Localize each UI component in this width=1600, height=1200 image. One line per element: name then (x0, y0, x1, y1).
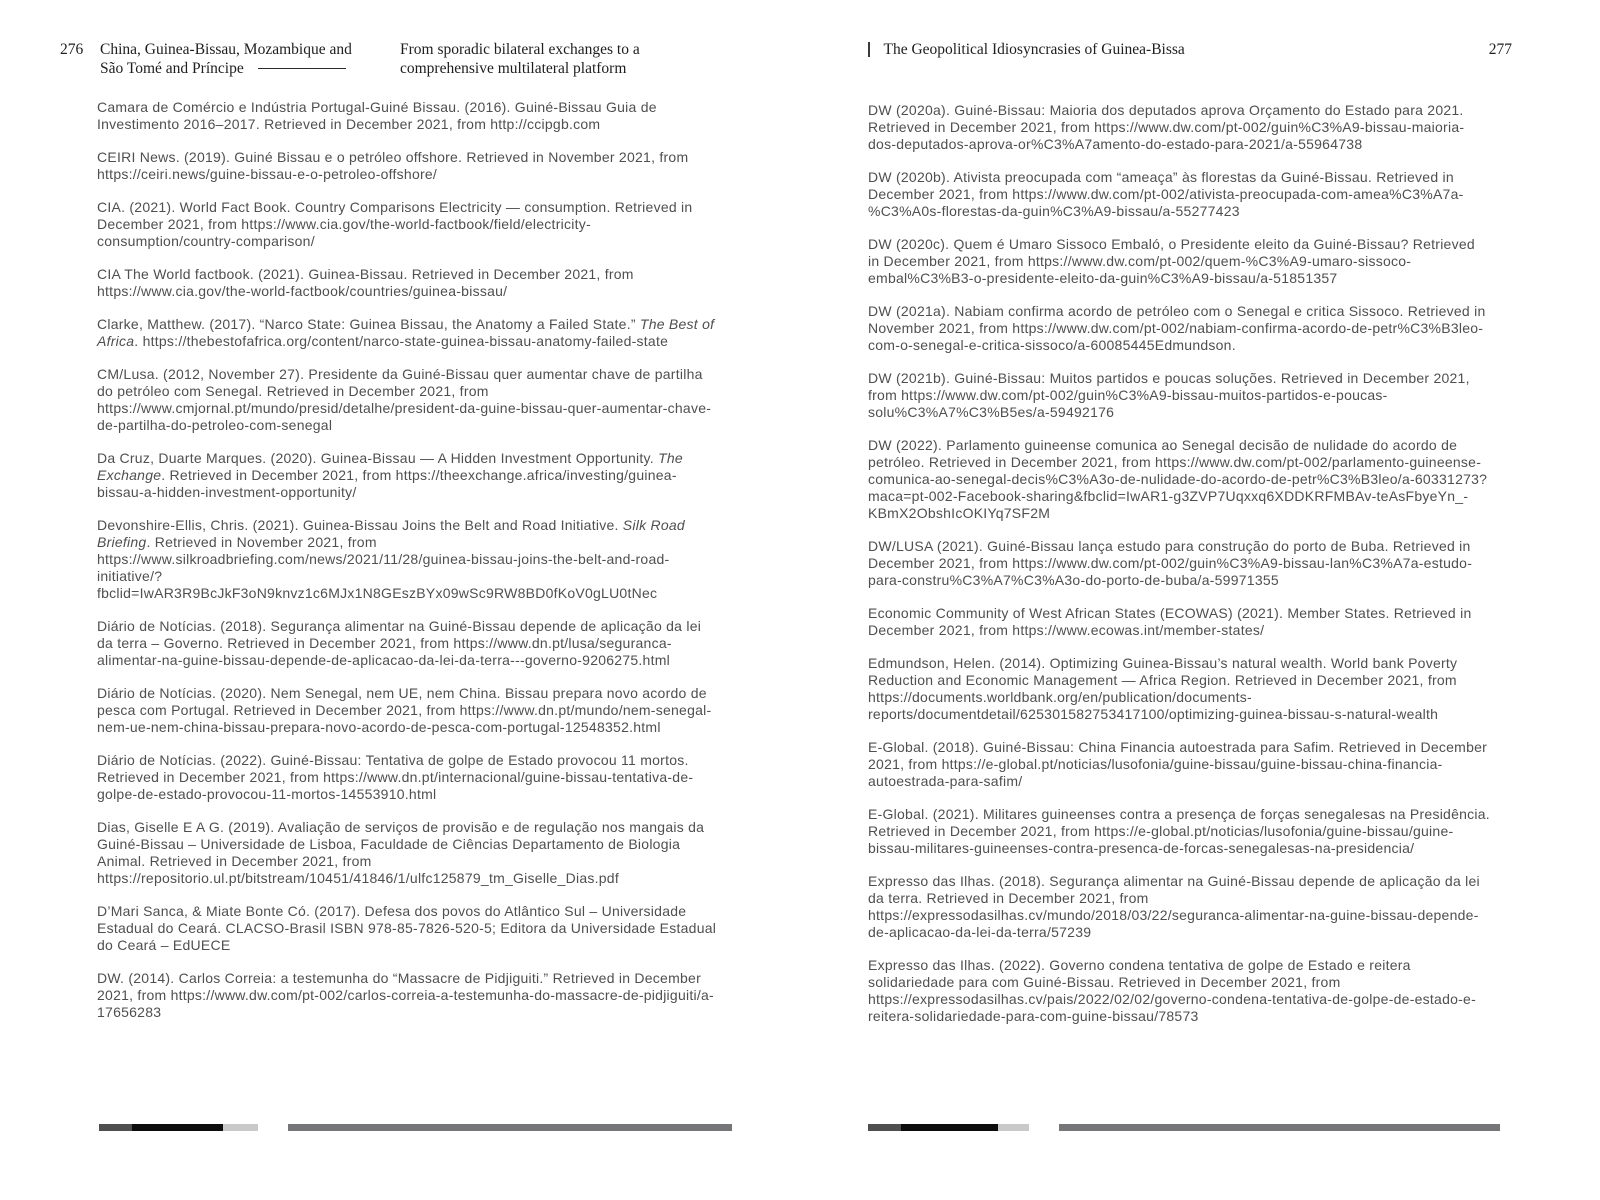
header-rule (258, 68, 346, 69)
footer-mark-dark-left (99, 1124, 132, 1131)
reference-entry (868, 236, 1490, 287)
reference-entry (97, 618, 719, 669)
reference-text: E-Global. (2021). Militares guineenses contra a presença de forças senegalesas na Presidência. Retrieved in December 2021, from https://e-global.pt/noticias/lusofonia/guine-bissau/guine-bissau-militares-guineenses-contra-presenca-de-forcas-senegalesas-na-presidencia/ (868, 806, 1490, 856)
reference-text: . https://thebestofafrica.org/content/narco-state-guinea-bissau-anatomy-failed-state (134, 333, 669, 349)
reference-text: Devonshire-Ellis, Chris. (2021). Guinea-Bissau Joins the Belt and Road Initiative. (97, 517, 623, 533)
reference-text: DW (2020c). Quem é Umaro Sissoco Embaló, o Presidente eleito da Guiné-Bissau? Retrieved in December 2021, from https://www.dw.com/pt-002/quem-%C3%A9-umaro-sissoco-embal%C3%B3-o-presidente-eleito-da-guin%C3%A9-bissau/a-51851357 (868, 236, 1475, 286)
chapter-title-line2: comprehensive multilateral platform (400, 60, 627, 77)
reference-entry (97, 819, 719, 887)
left-page-number: 276 (60, 41, 84, 58)
reference-text: Camara de Comércio e Indústria Portugal-Guiné Bissau. (2016). Guiné-Bissau Guia de Investimento 2016–2017. Retrieved in December 2021, from http://ccipgb.com (97, 99, 657, 132)
reference-text: Expresso das Ilhas. (2022). Governo condena tentativa de golpe de Estado e reitera solidariedade para com Guiné-Bissau. Retrieved in December 2021, from https://expressodasilhas.cv/pais/2022/02/02/governo-condena-tentativa-de-golpe-de-estado-e-reitera-solidariedade-para-com-guine-bissau/78573 (868, 957, 1477, 1024)
reference-entry (97, 685, 719, 736)
right-running-title (868, 40, 1185, 59)
left-running-title-line2: São Tomé and Príncipe (100, 60, 244, 77)
footer-mark-light-left (223, 1124, 258, 1131)
reference-text: DW (2021a). Nabiam confirma acordo de petróleo com o Senegal e critica Sissoco. Retrieved in November 2021, from https://www.dw.com/pt-002/nabiam-confirma-acordo-de-petr%C3%B3leo-com-o-senegal-e-critica-sissoco/a-60085445Edmundson. (868, 303, 1486, 353)
footer-mark-light-right (998, 1124, 1029, 1131)
chapter-title (400, 40, 640, 78)
reference-entry (97, 266, 719, 300)
reference-text: E-Global. (2018). Guiné-Bissau: China Financia autoestrada para Safim. Retrieved in December 2021, from https://e-global.pt/noticias/lusofonia/guine-bissau/guine-bissau-china-financia-autoestrada-para-safim/ (868, 739, 1488, 789)
reference-text: Expresso das Ilhas. (2018). Segurança alimentar na Guiné-Bissau depende de aplicação da lei da terra. Retrieved in December 2021, from https://expressodasilhas.cv/mundo/2018/03/22/seguranca-alimentar-na-guine-bissau-depende-de-aplicacao-da-lei-da-terra/57239 (868, 873, 1480, 940)
reference-text: . Retrieved in November 2021, from https://www.silkroadbriefing.com/news/2021/11/28/guinea-bissau-joins-the-belt-and-road-initiative/?fbclid=IwAR3R9BcJkF3oN9knvz1c6MJx1N8GEszBYx09wSc9RW8BD0fKoV0gLU0tNec (97, 534, 670, 601)
reference-text: . Retrieved in December 2021, from https://theexchange.africa/investing/guinea-bissau-a-hidden-investment-opportunity/ (97, 467, 677, 500)
right-running-title-text: The Geopolitical Idiosyncrasies of Guinea-Bissa (883, 41, 1185, 58)
reference-source-title: The Exchange (97, 450, 683, 483)
reference-text: DW (2022). Parlamento guineense comunica ao Senegal decisão de nulidade do acordo de petróleo. Retrieved in December 2021, from https://www.dw.com/pt-002/parlamento-guineense-comunica-ao-senegal-decis%C3%A3o-de-nulidade-do-acordo-de-petr%C3%B3leo/a-60331273?maca=pt-002-Facebook-sharing&fbclid=IwAR1-g3ZVP7Uqxxq6XDDKRFMBAv-teAsFbyeYn_-KBmX2ObshIcOKIYq7SF2M (868, 437, 1488, 521)
chapter-title-line1: From sporadic bilateral exchanges to a (400, 41, 640, 58)
reference-text: Diário de Notícias. (2018). Segurança alimentar na Guiné-Bissau depende de aplicação da lei da terra – Governo. Retrieved in December 2021, from https://www.dn.pt/lusa/seguranca-alimentar-na-guine-bissau-depende-de-aplicacao-da-lei-da-terra---governo-9206275.html (97, 618, 702, 668)
reference-source-title: The Best of Africa (97, 316, 715, 349)
reference-text: CM/Lusa. (2012, November 27). Presidente da Guiné-Bissau quer aumentar chave de partilha do petróleo com Senegal. Retrieved in December 2021, from https://www.cmjornal.pt/mundo/presid/detalhe/president-da-guine-bissau-quer-aumentar-chave-de-partilha-do-petroleo-com-senegal (97, 366, 712, 433)
footer-mark-black-right (901, 1124, 998, 1131)
reference-text: CEIRI News. (2019). Guiné Bissau e o petróleo offshore. Retrieved in November 2021, from https://ceiri.news/guine-bissau-e-o-petroleo-offshore/ (97, 149, 689, 182)
references-column-left (97, 99, 719, 1037)
reference-text: Economic Community of West African States (ECOWAS) (2021). Member States. Retrieved in December 2021, from https://www.ecowas.int/member-states/ (868, 605, 1472, 638)
reference-text: DW (2020a). Guiné-Bissau: Maioria dos deputados aprova Orçamento do Estado para 2021. Retrieved in December 2021, from https://www.dw.com/pt-002/guin%C3%A9-bissau-maioria-dos-deputados-aprova-or%C3%A7amento-do-estado-para-2021/a-55964738 (868, 102, 1465, 152)
reference-text: DW. (2014). Carlos Correia: a testemunha do “Massacre de Pidjiguiti.” Retrieved in December 2021, from https://www.dw.com/pt-002/carlos-correia-a-testemunha-do-massacre-de-pidjiguiti/a-17656283 (97, 970, 714, 1020)
reference-text: Diário de Notícias. (2020). Nem Senegal, nem UE, nem China. Bissau prepara novo acordo de pesca com Portugal. Retrieved in December 2021, from https://www.dn.pt/mundo/nem-senegal-nem-ue-nem-china-bissau-prepara-novo-acordo-de-pesca-com-portugal-12548352.html (97, 685, 712, 735)
reference-text: DW (2021b). Guiné-Bissau: Muitos partidos e poucas soluções. Retrieved in December 2021, from https://www.dw.com/pt-002/guin%C3%A9-bissau-muitos-partidos-e-poucas-solu%C3%A7%C3%B5es/a-59492176 (868, 370, 1470, 420)
reference-text: DW/LUSA (2021). Guiné-Bissau lança estudo para construção do porto de Buba. Retrieved in December 2021, from https://www.dw.com/pt-002/guin%C3%A9-bissau-lan%C3%A7a-estudo-para-constru%C3%A7%C3%A3o-do-porto-de-buba/a-59971355 (868, 538, 1473, 588)
reference-text: Clarke, Matthew. (2017). “Narco State: Guinea Bissau, the Anatomy a Failed State.” (97, 316, 640, 332)
reference-entry (97, 517, 719, 602)
reference-entry (97, 199, 719, 250)
reference-entry (97, 99, 719, 133)
reference-entry (868, 437, 1490, 522)
reference-entry (868, 739, 1490, 790)
reference-text: Diário de Notícias. (2022). Guiné-Bissau: Tentativa de golpe de Estado provocou 11 mortos. Retrieved in December 2021, from https://www.dn.pt/internacional/guine-bissau-tentativa-de-golpe-de-estado-provocou-11-mortos-14553910.html (97, 752, 694, 802)
right-page-number: 277 (1488, 41, 1512, 58)
reference-entry (868, 605, 1490, 639)
footer-mark-dark-right (868, 1124, 901, 1131)
reference-text: Edmundson, Helen. (2014). Optimizing Guinea-Bissau’s natural wealth. World bank Poverty Reduction and Economic Management — Africa Region. Retrieved in December 2021, from https://documents.worldbank.org/en/publication/documents-reports/documentdetail/625301582753417100/optimizing-guinea-bissau-s-natural-wealth (868, 655, 1458, 722)
reference-text: Dias, Giselle E A G. (2019). Avaliação de serviços de provisão e de regulação nos mangais da Guiné-Bissau – Universidade de Lisboa, Faculdade de Ciências Departamento de Biologia Animal. Retrieved in December 2021, from https://repositorio.ul.pt/bitstream/10451/41846/1/ulfc125879_tm_Giselle_Dias.pdf (97, 819, 705, 886)
reference-entry (868, 873, 1490, 941)
header-separator-bar (868, 42, 870, 57)
footer-bar-left (288, 1124, 732, 1131)
reference-text: D’Mari Sanca, & Miate Bonte Có. (2017). Defesa dos povos do Atlântico Sul – Universidade Estadual do Ceará. CLACSO-Brasil ISBN 978-85-7826-520-5; Editora da Universidade Estadual do Ceará – EdUECE (97, 903, 717, 953)
reference-entry (97, 903, 719, 954)
reference-entry (97, 970, 719, 1021)
left-running-title-line1: China, Guinea-Bissau, Mozambique and (100, 41, 352, 58)
reference-text: Da Cruz, Duarte Marques. (2020). Guinea-Bissau — A Hidden Investment Opportunity. (97, 450, 659, 466)
footer-bar-right (1059, 1124, 1500, 1131)
reference-entry (868, 538, 1490, 589)
left-running-title (100, 40, 352, 78)
reference-entry (868, 957, 1490, 1025)
reference-entry (97, 366, 719, 434)
footer-mark-black-left (132, 1124, 223, 1131)
reference-text: CIA. (2021). World Fact Book. Country Comparisons Electricity — consumption. Retrieved in December 2021, from https://www.cia.gov/the-world-factbook/field/electricity-consumption/country-comparison/ (97, 199, 693, 249)
reference-entry (97, 752, 719, 803)
reference-entry (868, 806, 1490, 857)
references-column-right (868, 102, 1490, 1041)
reference-entry (868, 370, 1490, 421)
reference-entry (97, 450, 719, 501)
reference-entry (97, 149, 719, 183)
reference-entry (868, 303, 1490, 354)
reference-entry (868, 102, 1490, 153)
reference-entry (868, 655, 1490, 723)
reference-entry (868, 169, 1490, 220)
reference-entry (97, 316, 719, 350)
reference-text: CIA The World factbook. (2021). Guinea-Bissau. Retrieved in December 2021, from https://www.cia.gov/the-world-factbook/countries/guinea-bissau/ (97, 266, 634, 299)
reference-text: DW (2020b). Ativista preocupada com “ameaça” às florestas da Guiné-Bissau. Retrieved in December 2021, from https://www.dw.com/pt-002/ativista-preocupada-com-amea%C3%A7a-%C3%A0s-florestas-da-guin%C3%A9-bissau/a-55277423 (868, 169, 1464, 219)
reference-source-title: Silk Road Briefing (97, 517, 685, 550)
